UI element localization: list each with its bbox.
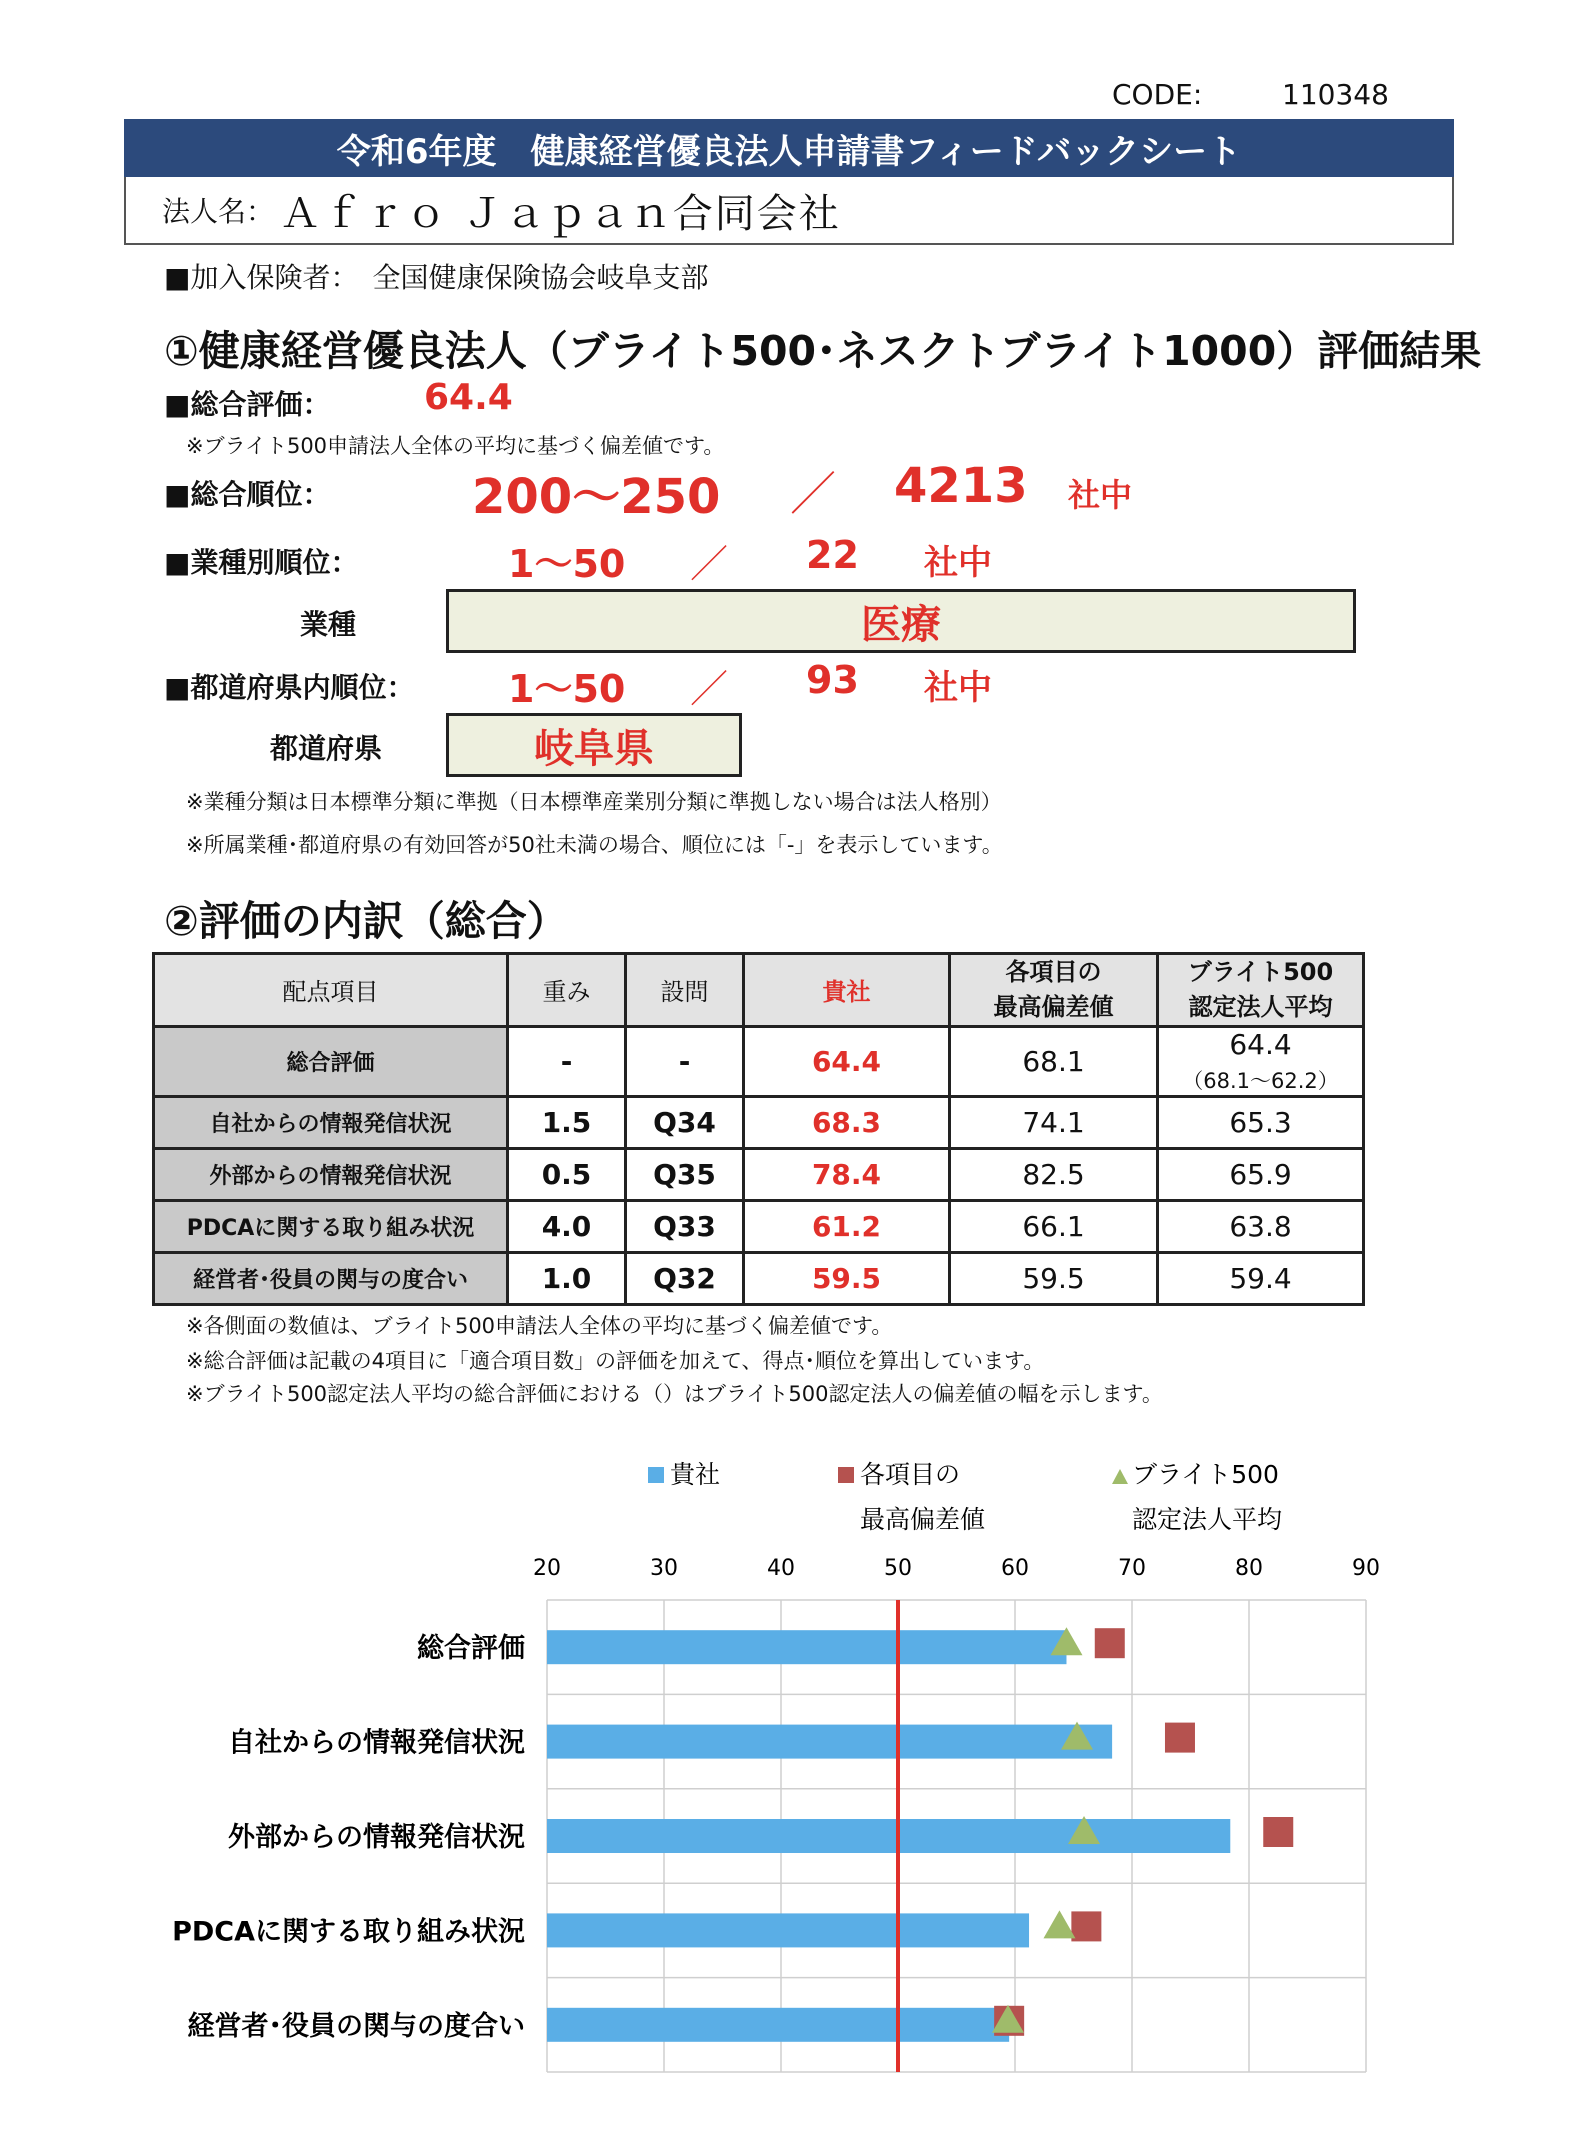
row-item: 総合評価	[154, 1026, 508, 1096]
row-company: 78.4	[744, 1148, 950, 1200]
header-company: 貴社	[744, 954, 950, 1027]
prefecture-rank-value: 1～50	[508, 667, 626, 711]
chart-category-labels	[172, 1632, 525, 2042]
section1-note-2: ※所属業種･都道府県の有効回答が50社未満の場合、順位には「-」を表示しています。	[186, 833, 1003, 857]
overall-rank-slash: ／	[790, 467, 836, 521]
row-item: 経営者･役員の関与の度合い	[154, 1252, 508, 1304]
code-value: 110348	[1282, 78, 1389, 111]
prefecture-label: 都道府県	[270, 732, 383, 765]
chart-x-ticks	[533, 1556, 1380, 1581]
row-max: 59.5	[950, 1252, 1158, 1304]
overall-score-note: ※ブライト500申請法人全体の平均に基づく偏差値です。	[186, 434, 725, 458]
category-label: 総合評価	[417, 1633, 525, 1665]
industry-rank-suffix: 社中	[924, 543, 992, 583]
x-tick-label: 60	[1001, 1556, 1029, 1581]
prefecture-value: 岐阜県	[534, 725, 654, 772]
overall-rank-suffix: 社中	[1068, 476, 1133, 514]
row-max: 74.1	[950, 1096, 1158, 1148]
section2-note-2: ※総合評価は記載の4項目に「適合項目数」の評価を加えて、得点･順位を算出しています。	[186, 1349, 1045, 1373]
table-row	[154, 1200, 1364, 1252]
bar-company	[547, 1913, 1029, 1947]
marker-max	[1263, 1817, 1293, 1847]
row-weight: 1.5	[508, 1096, 626, 1148]
header-max: 各項目の 最高偏差値	[950, 954, 1158, 1027]
row-max: 68.1	[950, 1026, 1158, 1096]
row-item: PDCAに関する取り組み状況	[154, 1200, 508, 1252]
x-tick-label: 30	[650, 1556, 678, 1581]
header-item: 配点項目	[154, 954, 508, 1027]
row-question: -	[626, 1026, 744, 1096]
row-avg: 63.8	[1158, 1200, 1364, 1252]
legend-avg-swatch	[1112, 1469, 1128, 1484]
legend-avg-label-1: ブライト500	[1132, 1460, 1279, 1489]
bar-company	[547, 2008, 1009, 2042]
prefecture-value-box	[446, 713, 742, 777]
legend-company-label: 貴社	[670, 1460, 721, 1489]
row-company: 64.4	[744, 1026, 950, 1096]
x-tick-label: 20	[533, 1556, 561, 1581]
header-weight: 重み	[508, 954, 626, 1027]
breakdown-table	[152, 952, 1365, 1306]
industry-rank-label: ■業種別順位：	[164, 546, 359, 579]
category-label: 経営者･役員の関与の度合い	[187, 2010, 525, 2042]
row-company: 68.3	[744, 1096, 950, 1148]
overall-rank-label: ■総合順位：	[164, 478, 331, 511]
industry-label: 業種	[300, 608, 357, 641]
row-avg: 65.9	[1158, 1148, 1364, 1200]
marker-max	[1165, 1723, 1195, 1753]
insurer-line: ■加入保険者： 全国健康保険協会岐阜支部	[164, 261, 709, 294]
industry-value-box	[446, 589, 1356, 653]
table-row	[154, 1252, 1364, 1304]
bar-company	[547, 1819, 1230, 1853]
marker-max	[1071, 1911, 1101, 1941]
row-weight: -	[508, 1026, 626, 1096]
marker-max	[1095, 1628, 1125, 1658]
x-tick-label: 90	[1352, 1556, 1380, 1581]
overall-rank-value: 200～250	[472, 469, 721, 525]
row-avg: 65.3	[1158, 1096, 1364, 1148]
code-label: CODE:	[1112, 78, 1203, 111]
prefecture-rank-label: ■都道府県内順位：	[164, 671, 415, 704]
industry-rank-value: 1～50	[508, 542, 626, 586]
legend-company-swatch	[648, 1467, 664, 1483]
score-chart	[0, 1440, 1574, 2080]
category-label: 自社からの情報発信状況	[228, 1727, 525, 1759]
x-tick-label: 70	[1118, 1556, 1146, 1581]
row-question: Q35	[626, 1148, 744, 1200]
row-item: 外部からの情報発信状況	[154, 1148, 508, 1200]
prefecture-rank-suffix: 社中	[924, 668, 992, 708]
prefecture-rank-total: 93	[806, 658, 859, 702]
industry-rank-total: 22	[806, 533, 859, 577]
corporation-name: Ａｆｒｏ Ｊａｐａｎ合同会社	[280, 190, 841, 237]
x-tick-label: 50	[884, 1556, 912, 1581]
row-weight: 1.0	[508, 1252, 626, 1304]
row-max: 66.1	[950, 1200, 1158, 1252]
corporation-label: 法人名：	[162, 195, 275, 228]
row-weight: 4.0	[508, 1200, 626, 1252]
category-label: 外部からの情報発信状況	[228, 1822, 525, 1853]
row-question: Q33	[626, 1200, 744, 1252]
chart-bars	[547, 1630, 1230, 2042]
table-row	[154, 1148, 1364, 1200]
section1-heading: ①健康経営優良法人（ブライト500･ネスクトブライト1000）評価結果	[164, 327, 1482, 375]
prefecture-rank-slash: ／	[690, 667, 729, 711]
overall-rank-total: 4213	[894, 458, 1028, 514]
header-avg: ブライト500 認定法人平均	[1158, 954, 1364, 1027]
category-label: PDCAに関する取り組み状況	[172, 1916, 525, 1948]
marker-avg	[1043, 1910, 1075, 1938]
row-question: Q32	[626, 1252, 744, 1304]
row-avg-cell	[1158, 1026, 1364, 1096]
row-company: 59.5	[744, 1252, 950, 1304]
section2-heading: ②評価の内訳（総合）	[164, 897, 568, 945]
chart-legend	[648, 1460, 1282, 1534]
section1-note-1: ※業種分類は日本標準分類に準拠（日本標準産業別分類に準拠しない場合は法人格別）	[186, 790, 1002, 814]
row-question: Q34	[626, 1096, 744, 1148]
table-row	[154, 1026, 1364, 1096]
row-avg: 59.4	[1158, 1252, 1364, 1304]
section2-note-3: ※ブライト500認定法人平均の総合評価における（）はブライト500認定法人の偏差値の幅を示します。	[186, 1382, 1163, 1406]
page-title: 令和6年度 健康経営優良法人申請書フィードバックシート	[124, 119, 1454, 177]
legend-max-label-1: 各項目の	[860, 1460, 961, 1489]
industry-rank-slash: ／	[690, 542, 729, 586]
row-weight: 0.5	[508, 1148, 626, 1200]
row-avg-range: （68.1～62.2）	[1182, 1068, 1339, 1093]
x-tick-label: 40	[767, 1556, 795, 1581]
table-header-row	[154, 954, 1364, 1027]
row-max: 82.5	[950, 1148, 1158, 1200]
legend-max-swatch	[838, 1467, 854, 1483]
table-row	[154, 1096, 1364, 1148]
industry-value: 医療	[861, 601, 941, 648]
row-item: 自社からの情報発信状況	[154, 1096, 508, 1148]
overall-score-label: ■総合評価：	[164, 388, 331, 421]
bar-company	[547, 1630, 1066, 1664]
row-company: 61.2	[744, 1200, 950, 1252]
legend-avg-label-2: 認定法人平均	[1132, 1505, 1283, 1534]
overall-score-value: 64.4	[424, 377, 513, 418]
legend-max-label-2: 最高偏差値	[860, 1505, 986, 1534]
header-question: 設問	[626, 954, 744, 1027]
x-tick-label: 80	[1235, 1556, 1263, 1581]
bar-company	[547, 1725, 1112, 1759]
section2-note-1: ※各側面の数値は、ブライト500申請法人全体の平均に基づく偏差値です。	[186, 1314, 893, 1338]
corporation-box	[124, 177, 1454, 245]
row-avg: 64.4	[1229, 1027, 1292, 1061]
